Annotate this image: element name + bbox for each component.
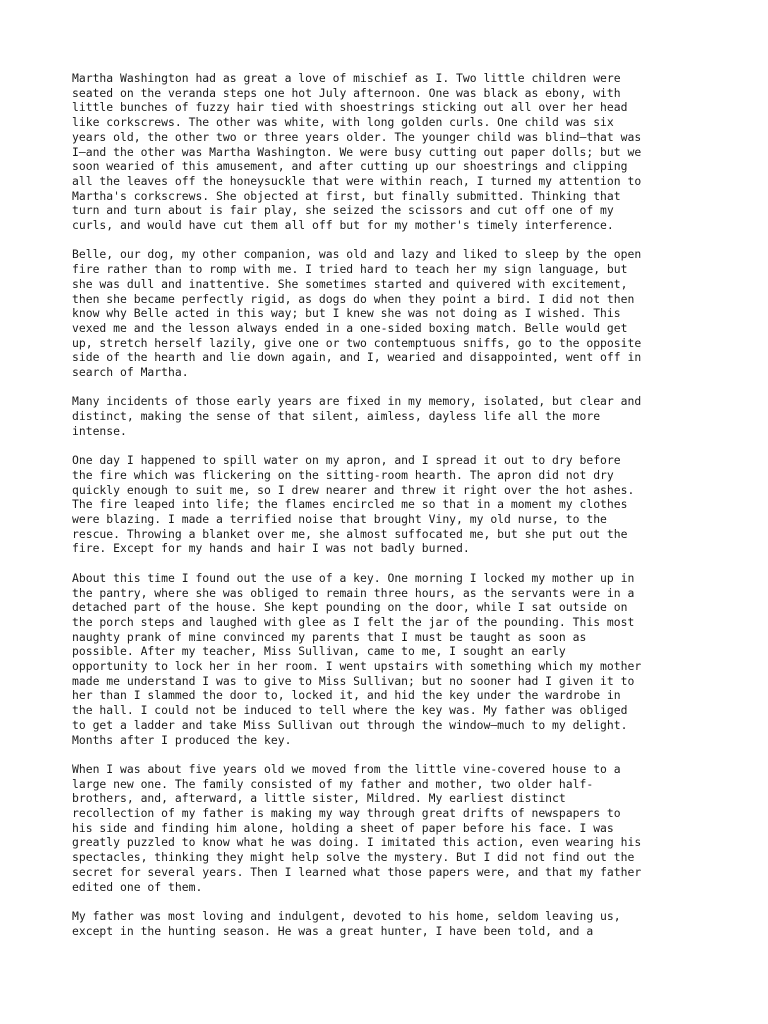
text-line: seated on the veranda steps one hot July afternoon. One was black as ebony, with xyxy=(72,85,621,100)
text-line: know why Belle acted in this way; but I knew she was not doing as I wished. This xyxy=(72,306,621,321)
text-line: secret for several years. Then I learned what those papers were, and that my father xyxy=(72,864,642,879)
text-line: recollection of my father is making my way through great drifts of newspapers to xyxy=(72,806,621,821)
text-line: her than I slammed the door to, locked it, and hid the key under the wardrobe in xyxy=(72,688,621,703)
text-line: The fire leaped into life; the flames encircled me so that in a moment my clothes xyxy=(72,497,628,512)
text-line: Martha's corkscrews. She objected at first, but finally submitted. Thinking that xyxy=(72,188,621,203)
paragraph xyxy=(72,71,712,233)
text-line: except in the hunting season. He was a great hunter, I have been told, and a xyxy=(72,923,594,938)
text-line: fire. Except for my hands and hair I was not badly burned. xyxy=(72,541,470,556)
text-line: the hall. I could not be induced to tell where the key was. My father was obliged xyxy=(72,703,628,718)
text-line: soon wearied of this amusement, and after cutting up our shoestrings and clipping xyxy=(72,159,628,174)
text-line: then she became perfectly rigid, as dogs do when they point a bird. I did not then xyxy=(72,291,635,306)
text-line: up, stretch herself lazily, give one or two contemptuous sniffs, go to the opposite xyxy=(72,335,642,350)
text-line: greatly puzzled to know what he was doing. I imitated this action, even wearing his xyxy=(72,835,642,850)
text-line: Many incidents of those early years are fixed in my memory, isolated, but clear and xyxy=(72,394,642,409)
text-line: made me understand I was to give to Miss Sullivan; but no sooner had I given it to xyxy=(72,673,635,688)
text-line: his side and finding him alone, holding a sheet of paper before his face. I was xyxy=(72,820,614,835)
text-line: possible. After my teacher, Miss Sullivan, came to me, I sought an early xyxy=(72,644,566,659)
text-line: vexed me and the lesson always ended in a one-sided boxing match. Belle would get xyxy=(72,320,628,335)
text-line: Months after I produced the key. xyxy=(72,732,292,747)
text-line: all the leaves off the honeysuckle that were within reach, I turned my attention to xyxy=(72,173,642,188)
text-line: spectacles, thinking they might help solve the mystery. But I did not find out the xyxy=(72,850,635,865)
text-line: Belle, our dog, my other companion, was old and lazy and liked to sleep by the open xyxy=(72,247,642,262)
text-line: When I was about five years old we moved from the little vine-covered house to a xyxy=(72,761,621,776)
text-line: brothers, and, afterward, a little sister, Mildred. My earliest distinct xyxy=(72,791,566,806)
text-line: years old, the other two or three years older. The younger child was blind—that was xyxy=(72,129,642,144)
document-page xyxy=(72,71,712,953)
text-line: Martha Washington had as great a love of mischief as I. Two little children were xyxy=(72,71,621,85)
paragraph xyxy=(72,453,712,556)
text-line: side of the hearth and lie down again, and I, wearied and disappointed, went off in xyxy=(72,350,642,365)
text-line: were blazing. I made a terrified noise that brought Viny, my old nurse, to the xyxy=(72,512,607,527)
text-line: turn and turn about is fair play, she seized the scissors and cut off one of my xyxy=(72,203,614,218)
text-line: the fire which was flickering on the sitting-room hearth. The apron did not dry xyxy=(72,467,614,482)
text-line: My father was most loving and indulgent, devoted to his home, seldom leaving us, xyxy=(72,908,621,923)
text-line: About this time I found out the use of a key. One morning I locked my mother up in xyxy=(72,570,635,585)
text-line: intense. xyxy=(72,423,127,438)
paragraph xyxy=(72,247,712,379)
paragraph xyxy=(72,394,712,438)
text-line: opportunity to lock her in her room. I went upstairs with something which my mother xyxy=(72,659,642,674)
text-line: search of Martha. xyxy=(72,365,189,380)
text-line: the porch steps and laughed with glee as I felt the jar of the pounding. This most xyxy=(72,614,635,629)
text-line: edited one of them. xyxy=(72,879,203,894)
text-line: to get a ladder and take Miss Sullivan out through the window—much to my delight. xyxy=(72,717,628,732)
text-line: curls, and would have cut them all off but for my mother's timely interference. xyxy=(72,218,614,233)
paragraph xyxy=(72,571,712,747)
text-line: the pantry, where she was obliged to remain three hours, as the servants were in a xyxy=(72,585,635,600)
text-line: quickly enough to suit me, so I drew nearer and threw it right over the hot ashes. xyxy=(72,482,635,497)
text-line: large new one. The family consisted of my father and mother, two older half- xyxy=(72,776,594,791)
text-line: One day I happened to spill water on my apron, and I spread it out to dry before xyxy=(72,453,621,468)
text-line: distinct, making the sense of that silent, aimless, dayless life all the more xyxy=(72,409,601,424)
text-line: fire rather than to romp with me. I tried hard to teach her my sign language, but xyxy=(72,262,628,277)
text-line: like corkscrews. The other was white, with long golden curls. One child was six xyxy=(72,115,614,130)
text-line: I—and the other was Martha Washington. We were busy cutting out paper dolls; but we xyxy=(72,144,642,159)
text-line: little bunches of fuzzy hair tied with shoestrings sticking out all over her head xyxy=(72,100,628,115)
paragraph xyxy=(72,909,712,938)
text-line: naughty prank of mine convinced my parents that I must be taught as soon as xyxy=(72,629,587,644)
text-line: detached part of the house. She kept pounding on the door, while I sat outside on xyxy=(72,600,628,615)
paragraph xyxy=(72,762,712,894)
text-line: she was dull and inattentive. She sometimes started and quivered with excitement, xyxy=(72,276,628,291)
text-line: rescue. Throwing a blanket over me, she almost suffocated me, but she put out the xyxy=(72,526,628,541)
